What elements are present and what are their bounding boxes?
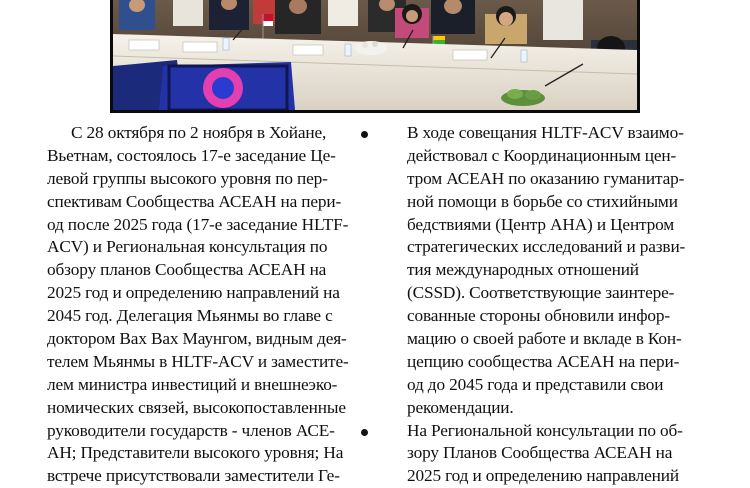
text-line: Вьетнам, состоялось 17-е заседание Це- <box>47 145 336 165</box>
text-line: тром АСЕАН по оказанию гуманитар- <box>407 168 685 188</box>
text-line: рекомендации. <box>407 397 514 417</box>
text-line: левой группы высокого уровня по пер- <box>47 168 328 188</box>
text-line: телем Мьянмы в HLTF-ACV и заместите- <box>47 351 349 371</box>
bullet-paragraph-start: В ходе совещания HLTF-ACV взаимо- <box>383 122 705 145</box>
text-line: обзору планов Сообщества АСЕАН на <box>47 260 327 280</box>
text-line: зору Планов Сообщества АСЕАН на <box>407 443 673 463</box>
text-line: 2045 год. Делегация Мьянмы во главе с <box>47 306 333 326</box>
text-line: од после 2025 года (17-е заседание HLTF- <box>47 214 349 234</box>
meeting-photo <box>110 0 640 113</box>
text-line: встрече присутствовали заместители Ге- <box>47 466 340 486</box>
text-line: доктором Вах Вах Маунгом, видным дея- <box>47 329 347 349</box>
article-left-column <box>47 122 365 488</box>
text-line: 2025 год и определению направлений на <box>47 283 340 303</box>
text-line: од до 2045 года и представили свои <box>407 374 664 394</box>
text-line: руководители государств - членов АСЕ- <box>47 420 335 440</box>
text-line: мацию о своей работе и вкладе в Кон- <box>407 329 682 349</box>
text-line: стратегических исследований и разви- <box>407 237 686 257</box>
text-line: номических связей, высокопоставленные <box>47 397 346 417</box>
text-line: С 28 октября по 2 ноября в Хойане, <box>71 123 327 142</box>
text-line: лем министра инвестиций и внешнеэко- <box>47 374 338 394</box>
text-line: ной помощи в борьбе со стихийными <box>407 191 678 211</box>
text-line: бедствиями (Центр АНА) и Центром <box>407 214 675 234</box>
text-line: действовал с Координационным цен- <box>407 145 677 165</box>
text-line: тия международных отношений <box>407 260 639 280</box>
text-line: ACV) и Региональная консультация по <box>47 237 328 257</box>
article-right-column <box>383 122 705 488</box>
text-line: спективам Сообщества АСЕАН на пери- <box>47 191 342 211</box>
text-line: сованные стороны обновили инфор- <box>407 306 670 326</box>
meeting-photo-image <box>113 0 637 110</box>
text-line: цепцию сообщества АСЕАН на пери- <box>407 351 680 371</box>
bullet-paragraph-start: На Региональной консультации по об- <box>383 420 705 443</box>
text-line: 2025 год и определению направлений <box>407 466 679 486</box>
text-line: (CSSD). Соответствующие заинтере- <box>407 283 675 303</box>
text-line: АН; Представители высокого уровня; На <box>47 443 344 463</box>
